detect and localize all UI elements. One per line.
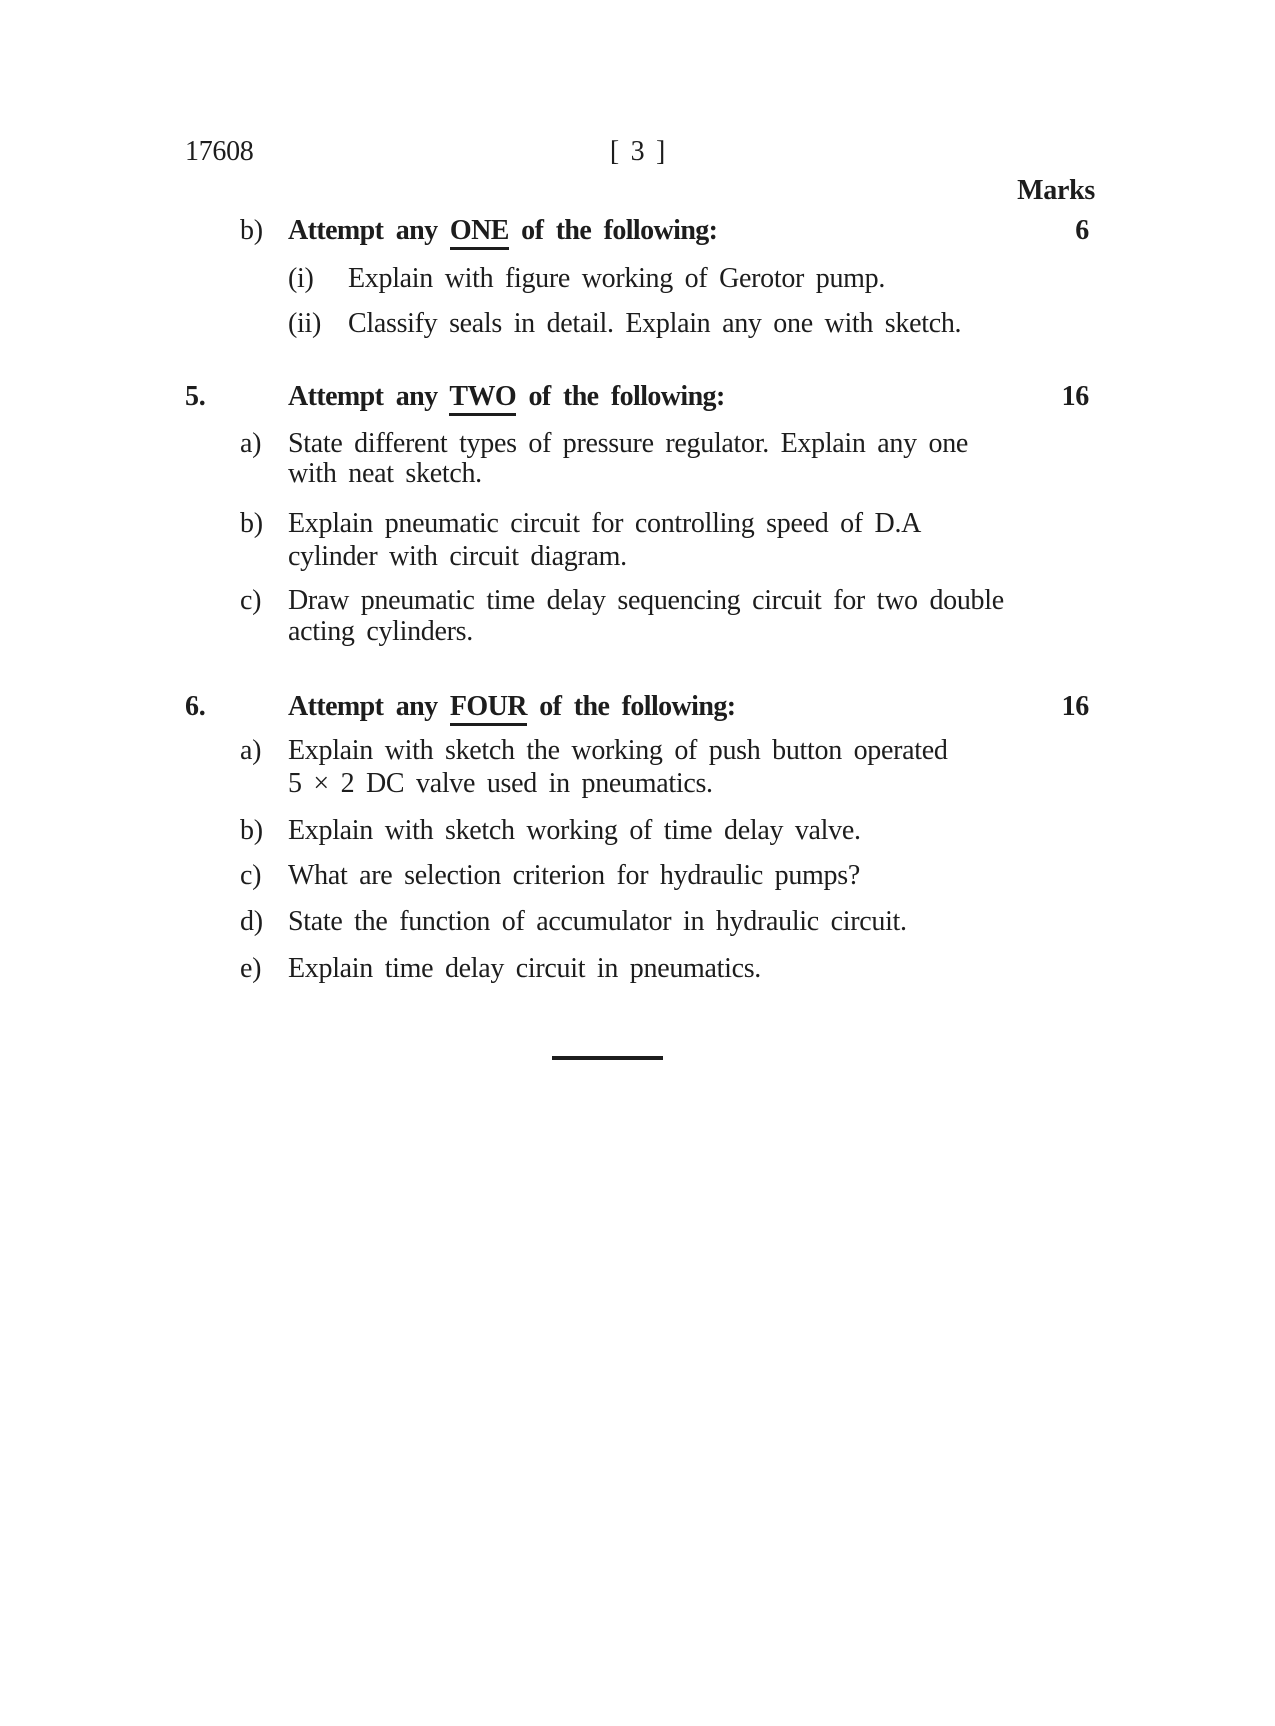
q5-item-b-line2: cylinder with circuit diagram. [288,541,627,572]
q6-item-b-label: b) [240,815,263,846]
q5-title-pre: Attempt any [288,381,450,412]
q6-item-a-line2: 5 × 2 DC valve used in pneumatics. [288,768,713,799]
q4b-marks: 6 [1075,215,1089,246]
q5-number: 5. [185,381,206,412]
q4b-title [288,214,717,248]
q5-item-b-label: b) [240,508,263,539]
q6-item-b [240,814,861,848]
q6-item-e [240,952,761,986]
q5-marks: 16 [1061,381,1089,412]
q5-item-a-line1: State different types of pressure regulator. Explain any one [288,428,969,459]
paper-code: 17608 [185,136,254,167]
q5-item-b-line1: Explain pneumatic circuit for controlling speed of D.A [288,508,922,539]
q5-item-a [240,427,968,461]
q5-title-keyword: TWO [449,381,516,416]
q6-item-c [240,859,860,893]
q6-item-d-label: d) [240,906,263,937]
q6-item-b-text: Explain with sketch working of time delay valve. [288,815,861,846]
q6-item-a-label: a) [240,735,262,766]
q4b-label: b) [240,215,263,246]
q4b-title-post: of the following: [508,215,718,246]
q6-title-post: of the following: [526,691,736,722]
q6-title [288,690,735,724]
q5-item-c-label: c) [240,585,262,616]
q6-item-a-line1: Explain with sketch the working of push button operated [288,735,948,766]
q6-item-c-text: What are selection criterion for hydraulic pumps? [288,860,860,891]
q4b-item-ii [288,307,961,341]
q6-number: 6. [185,691,206,722]
q6-marks: 16 [1061,691,1089,722]
q5-item-c-line1: Draw pneumatic time delay sequencing circuit for two double [288,585,1004,616]
q5-title [288,380,725,414]
q4b-item-ii-text: Classify seals in detail. Explain any one with sketch. [348,308,962,339]
q4b-item-i [288,262,885,296]
q5-title-post: of the following: [516,381,725,412]
q6-item-c-label: c) [240,860,262,891]
marks-column-header: Marks [1017,175,1095,206]
q6-item-e-text: Explain time delay circuit in pneumatics. [288,953,762,984]
q5-item-a-line2: with neat sketch. [288,458,482,489]
q4b-item-i-label: (i) [288,263,314,294]
page-number: [ 3 ] [609,136,666,167]
q5-item-c-line2: acting cylinders. [288,616,473,647]
q5-item-a-label: a) [240,428,262,459]
q5-item-b [240,507,921,541]
q4b-item-i-text: Explain with figure working of Gerotor pump. [348,263,886,294]
q6-title-keyword: FOUR [450,691,527,726]
q5-item-c [240,584,1004,618]
q4b-title-pre: Attempt any [288,215,450,246]
q6-item-d-text: State the function of accumulator in hydraulic circuit. [288,906,907,937]
q4b-title-keyword: ONE [450,215,509,250]
q6-title-pre: Attempt any [288,691,450,722]
q6-item-a [240,734,948,768]
q6-item-d [240,905,907,939]
q6-item-e-label: e) [240,953,262,984]
q4b-item-ii-label: (ii) [288,308,322,339]
end-divider [552,1056,663,1060]
